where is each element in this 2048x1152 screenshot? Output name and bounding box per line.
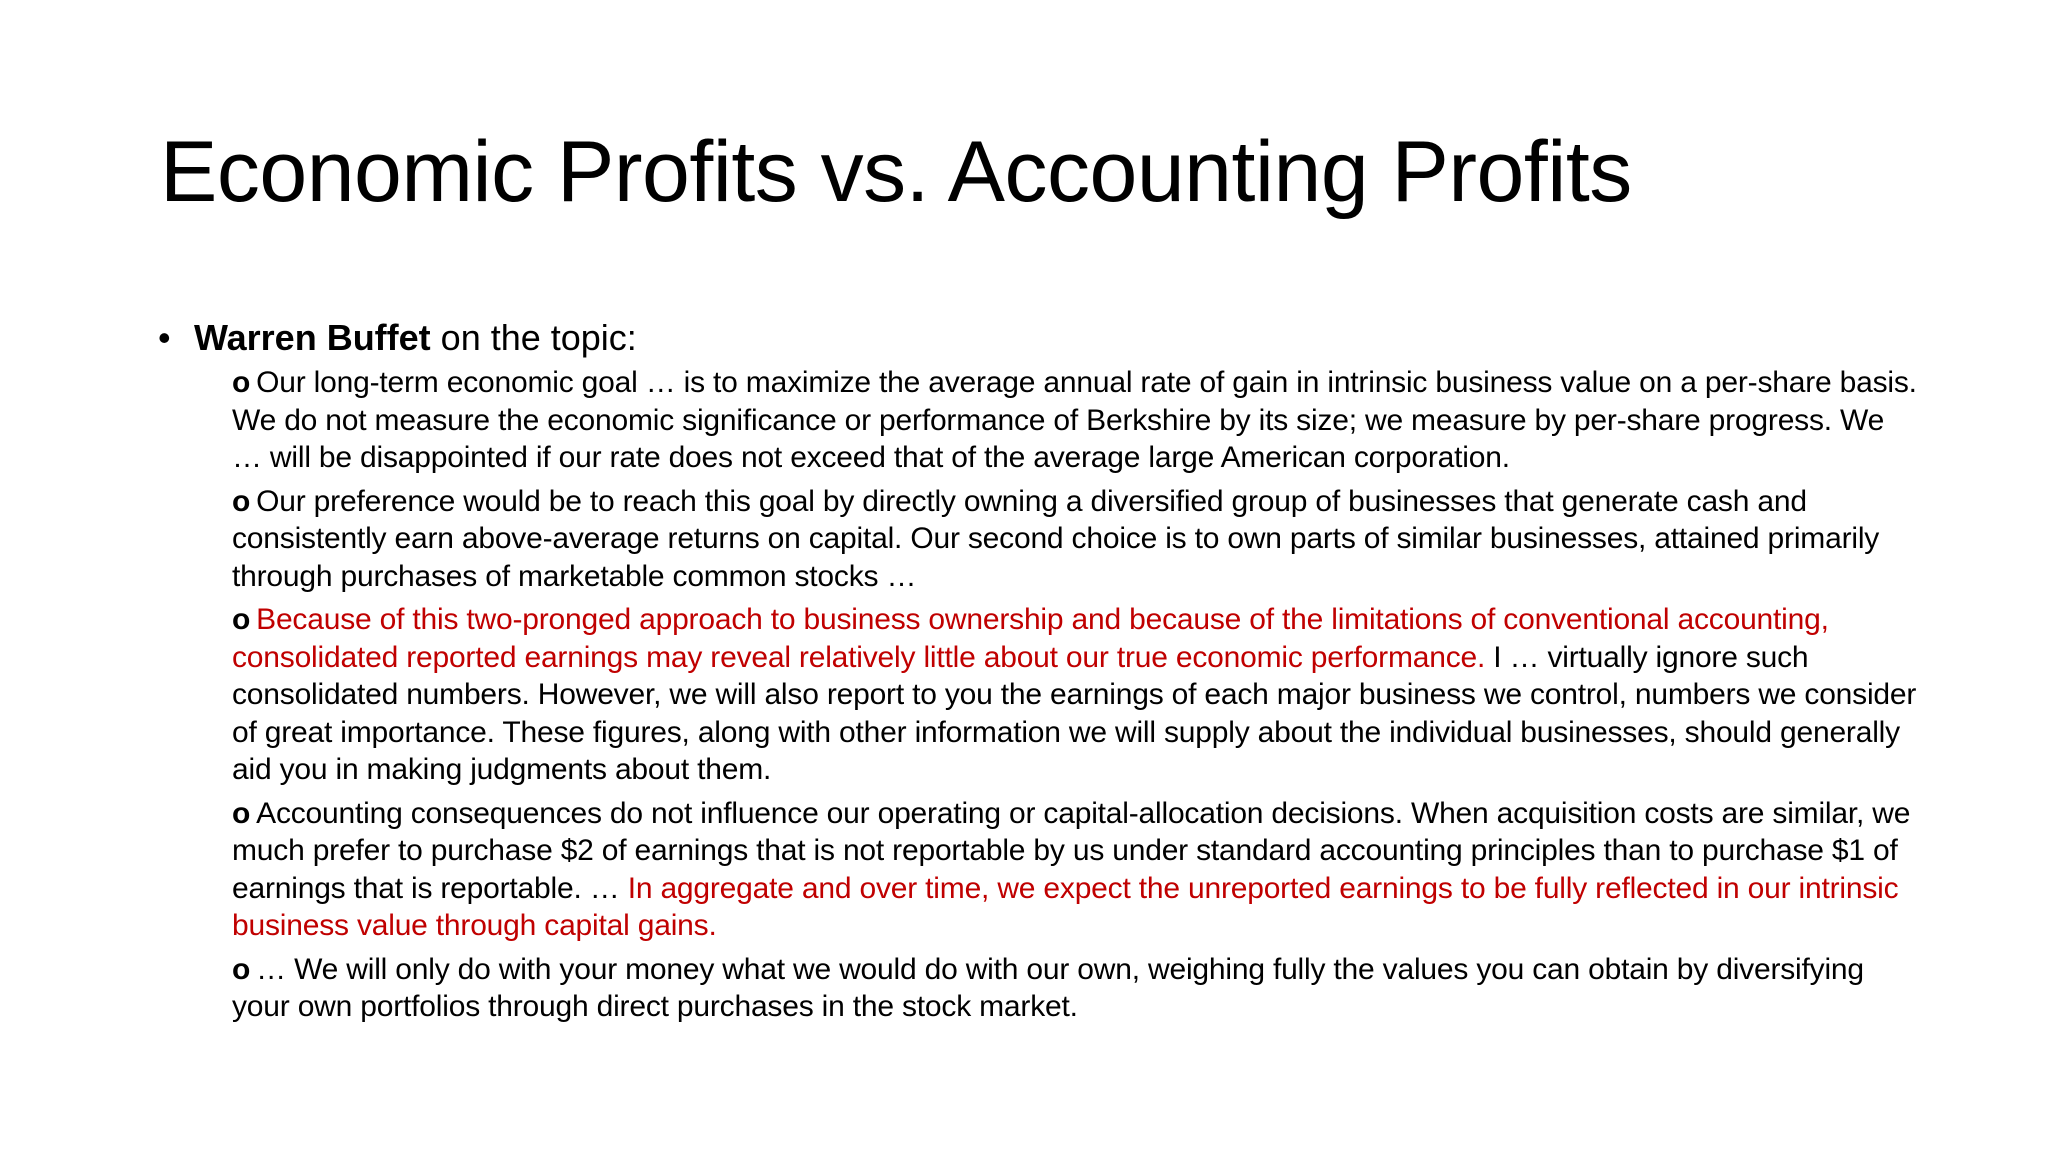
quote-highlight: Because of this two-pronged approach to business ownership and because of the limitations of conventional accounting, consolidated reported earnings may reveal relatively little about our true economic performance.: [232, 603, 1829, 674]
quote-highlight: In aggregate and over time, we expect the unreported earnings to be fully reflected in our intrinsic business value through capital gains.: [232, 871, 1899, 942]
quote-list: [232, 364, 1922, 1032]
sub-bullet-marker: o: [232, 952, 251, 986]
quote-item: [232, 795, 1922, 945]
quote-item: [232, 601, 1922, 789]
quote-text: Accounting consequences do not influence our operating or capital-allocation decisions. When acquisition costs are similar, we much prefer to purchase $2 of earnings that is not reportable by us under standard accounting principles than to purchase $1 of earnings that is reportable. …: [232, 796, 1911, 905]
quote-item: [232, 483, 1922, 596]
slide-title: Economic Profits vs. Accounting Profits: [160, 124, 1632, 220]
quote-text: … We will only do with your money what we would do with our own, weighing fully the values you can obtain by diversifying your own portfolios through direct purchases in the stock market.: [232, 952, 1864, 1023]
quote-text: Our long-term economic goal … is to maximize the average annual rate of gain in intrinsic business value on a per-share basis. We do not measure the economic significance or performance of Berkshire by its size; we measure by per-share progress. We … will be disappointed if our rate does not exceed that of the average large American corporation.: [232, 366, 1917, 474]
sub-bullet-marker: o: [232, 603, 251, 636]
quote-item: [232, 951, 1922, 1026]
bullet-dot-icon: •: [158, 317, 171, 358]
sub-bullet-marker: o: [232, 484, 251, 518]
sub-bullet-marker: o: [232, 796, 251, 830]
quote-text: I … virtually ignore such consolidated numbers. However, we will also report to you the earnings of each major business we control, numbers we consider of great importance. These figures, along with other information we will supply about the individual businesses, should generally aid you in making judgments about them.: [232, 640, 1917, 786]
bullet-topic: on the topic:: [430, 317, 637, 358]
main-bullet: [158, 314, 637, 362]
bullet-author: Warren Buffet: [194, 317, 431, 358]
quote-text: Our preference would be to reach this goal by directly owning a diversified group of businesses that generate cash and consistently earn above-average returns on capital. Our second choice is to own parts of similar businesses, attained primarily through purchases of marketable common stocks …: [232, 484, 1880, 593]
sub-bullet-marker: o: [232, 366, 251, 399]
quote-item: [232, 364, 1922, 477]
